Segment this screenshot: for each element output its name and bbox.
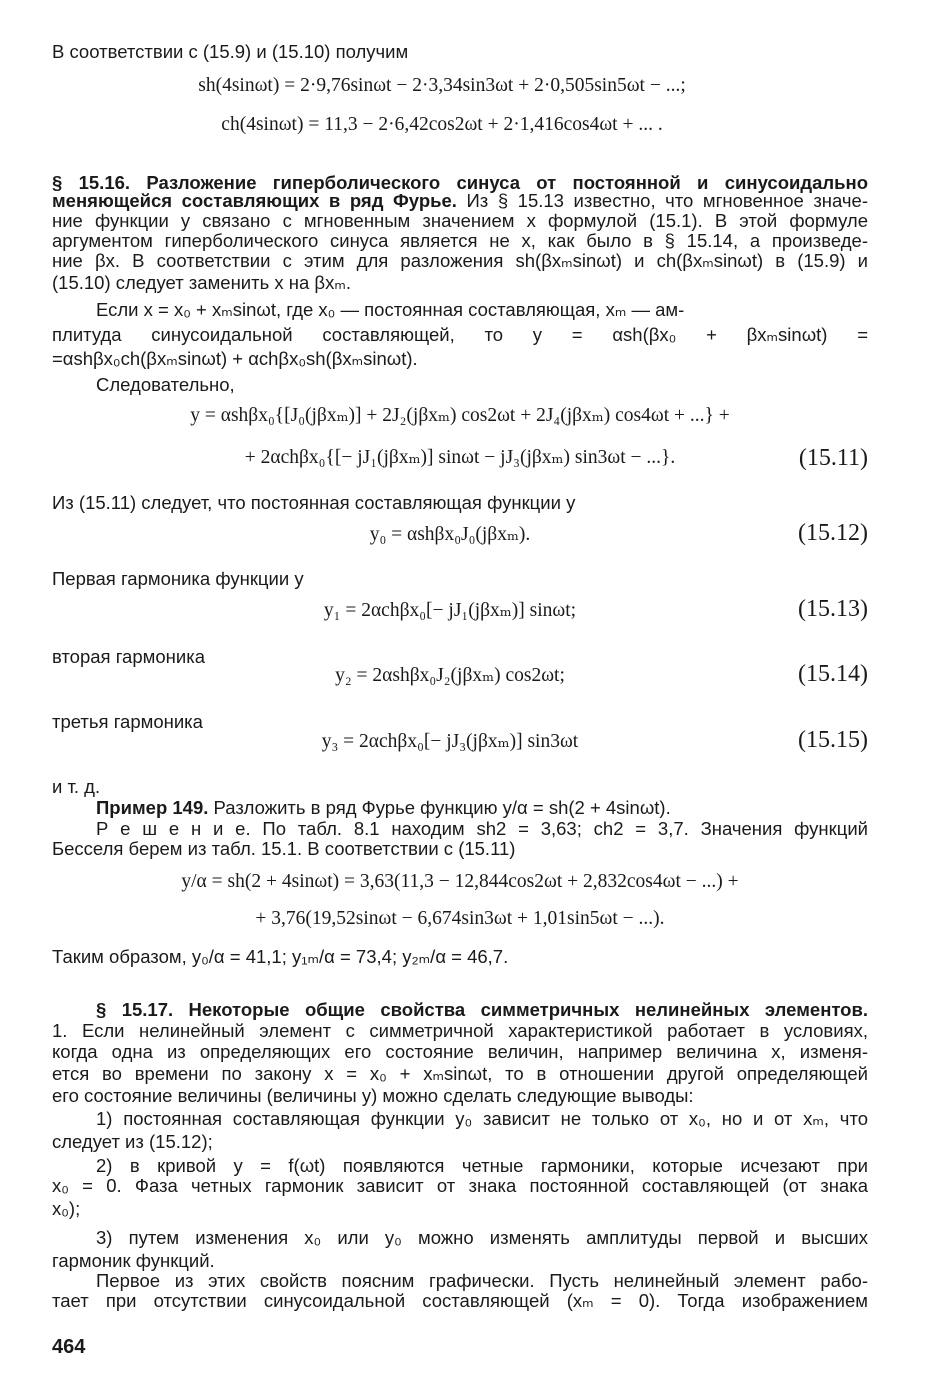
paragraph-line: тает при отсутствии синусоидальной составляющей (xₘ = 0). Тогда изображением bbox=[52, 1290, 868, 1311]
equation-ch: ch(4sinωt) = 11,3 − 2·6,42cos2ωt + 2·1,416cos4ωt + ... . bbox=[221, 114, 663, 135]
paragraph-line: Таким образом, y₀/α = 41,1; y₁ₘ/α = 73,4; y₂ₘ/α = 46,7. bbox=[52, 946, 509, 967]
paragraph-line: третья гармоника bbox=[52, 711, 203, 732]
paragraph-line: Из (15.11) следует, что постоянная составляющая функции y bbox=[52, 492, 576, 513]
equation-example-line-1: y/α = sh(2 + 4sinωt) = 3,63(11,3 − 12,844cos2ωt + 2,832cos4ωt − ...) + bbox=[181, 871, 739, 892]
paragraph-line: вторая гармоника bbox=[52, 646, 205, 667]
equation-number: (15.14) bbox=[798, 661, 868, 687]
list-item: x₀); bbox=[52, 1198, 81, 1219]
equation-1513: y₁ = 2αchβx₀[− jJ₁(jβxₘ)] sinωt; bbox=[323, 600, 577, 621]
paragraph-line: Р е ш е н и е. По табл. 8.1 находим sh2 = 3,63; ch2 = 3,7. Значения функций bbox=[96, 818, 868, 839]
paragraph-line: (15.10) следует заменить x на βxₘ. bbox=[52, 272, 351, 293]
section-1516-heading-end: меняющейся составляющих в ряд Фурье. bbox=[52, 190, 457, 211]
equation-number: (15.15) bbox=[798, 727, 868, 753]
equation-1511-line-2: + 2αchβx₀{[− jJ₁(jβxₘ)] sinωt − jJ₃(jβxₘ) sin3ωt − ...}. bbox=[244, 447, 676, 468]
paragraph-line: Первое из этих свойств поясним графически. Пусть нелинейный элемент рабо- bbox=[96, 1270, 868, 1291]
example-label: Пример 149. bbox=[96, 797, 209, 818]
example-line bbox=[96, 797, 868, 818]
equation-1515: y₃ = 2αchβx₀[− jJ₃(jβxₘ)] sin3ωt bbox=[321, 731, 579, 752]
paragraph-line: Бесселя берем из табл. 15.1. В соответствии с (15.11) bbox=[52, 838, 516, 859]
paragraph-line: Следовательно, bbox=[96, 374, 235, 395]
equation-example-line-2: + 3,76(19,52sinωt − 6,674sin3ωt + 1,01sin5ωt − ...). bbox=[255, 908, 665, 929]
equation-1512: y₀ = αshβx₀J₀(jβxₘ). bbox=[369, 524, 531, 545]
section-1516-line-2 bbox=[52, 190, 868, 211]
paragraph-line: его состояние величины (величины y) можно сделать следующие выводы: bbox=[52, 1085, 694, 1106]
paragraph-line: и т. д. bbox=[52, 776, 101, 797]
list-item: гармоник функций. bbox=[52, 1250, 215, 1271]
paragraph-line: когда одна из определяющих его состояние величин, например величина x, изменя- bbox=[52, 1041, 868, 1062]
list-item: 1) постоянная составляющая функции y₀ зависит не только от x₀, но и от xₘ, что bbox=[96, 1108, 868, 1129]
paragraph-line: =αshβx₀ch(βxₘsinωt) + αchβx₀sh(βxₘsinωt). bbox=[52, 348, 418, 369]
paragraph-line: ние функции y связано с мгновенным значением x формулой (15.1). В этой формуле bbox=[52, 210, 868, 231]
equation-number: (15.12) bbox=[798, 520, 868, 546]
list-item: 2) в кривой y = f(ωt) появляются четные гармоники, которые исчезают при bbox=[96, 1155, 868, 1176]
list-item: следует из (15.12); bbox=[52, 1131, 213, 1152]
equation-1511-line-1: y = αshβx₀{[J₀(jβxₘ)] + 2J₂(jβxₘ) cos2ωt + 2J₄(jβxₘ) cos4ωt + ...} + bbox=[190, 405, 730, 426]
paragraph-line: Первая гармоника функции y bbox=[52, 568, 304, 589]
section-1516-text: Из § 15.13 известно, что мгновенное значе- bbox=[456, 190, 868, 211]
equation-number: (15.11) bbox=[798, 445, 868, 471]
paragraph-line: плитуда синусоидальной составляющей, то y = αsh(βx₀ + βxₘsinωt) = bbox=[52, 324, 868, 345]
page-number: 464 bbox=[52, 1336, 86, 1358]
paragraph-line: аргументом гиперболического синуса является не x, как было в § 15.14, а произведе- bbox=[52, 230, 868, 251]
paragraph-line: 1. Если нелинейный элемент с симметричной характеристикой работает в условиях, bbox=[52, 1020, 868, 1041]
list-item: x₀ = 0. Фаза четных гармоник зависит от знака постоянной составляющей (от знака bbox=[52, 1175, 868, 1196]
intro-line: В соответствии с (15.9) и (15.10) получим bbox=[52, 41, 409, 62]
section-1516-heading: § 15.16. Разложение гиперболического синуса от постоянной и синусоидально bbox=[52, 172, 868, 193]
example-text: Разложить в ряд Фурье функцию y/α = sh(2 + 4sinωt). bbox=[208, 797, 671, 818]
list-item: 3) путем изменения x₀ или y₀ можно изменять амплитуды первой и высших bbox=[96, 1227, 868, 1248]
paragraph-line: Если x = x₀ + xₘsinωt, где x₀ — постоянная составляющая, xₘ — ам- bbox=[96, 299, 685, 320]
paragraph-line: ние βx. В соответствии с этим для разложения sh(βxₘsinωt) и ch(βxₘsinωt) в (15.9) и bbox=[52, 250, 868, 271]
equation-sh: sh(4sinωt) = 2·9,76sinωt − 2·3,34sin3ωt + 2·0,505sin5ωt − ...; bbox=[198, 75, 686, 96]
equation-number: (15.13) bbox=[798, 596, 868, 622]
paragraph-line: ется во времени по закону x = x₀ + xₘsinωt, то в отношении другой определяющей bbox=[52, 1063, 868, 1084]
section-1517-heading: § 15.17. Некоторые общие свойства симметричных нелинейных элементов. bbox=[96, 999, 868, 1020]
equation-1514: y₂ = 2αshβx₀J₂(jβxₘ) cos2ωt; bbox=[335, 665, 565, 686]
